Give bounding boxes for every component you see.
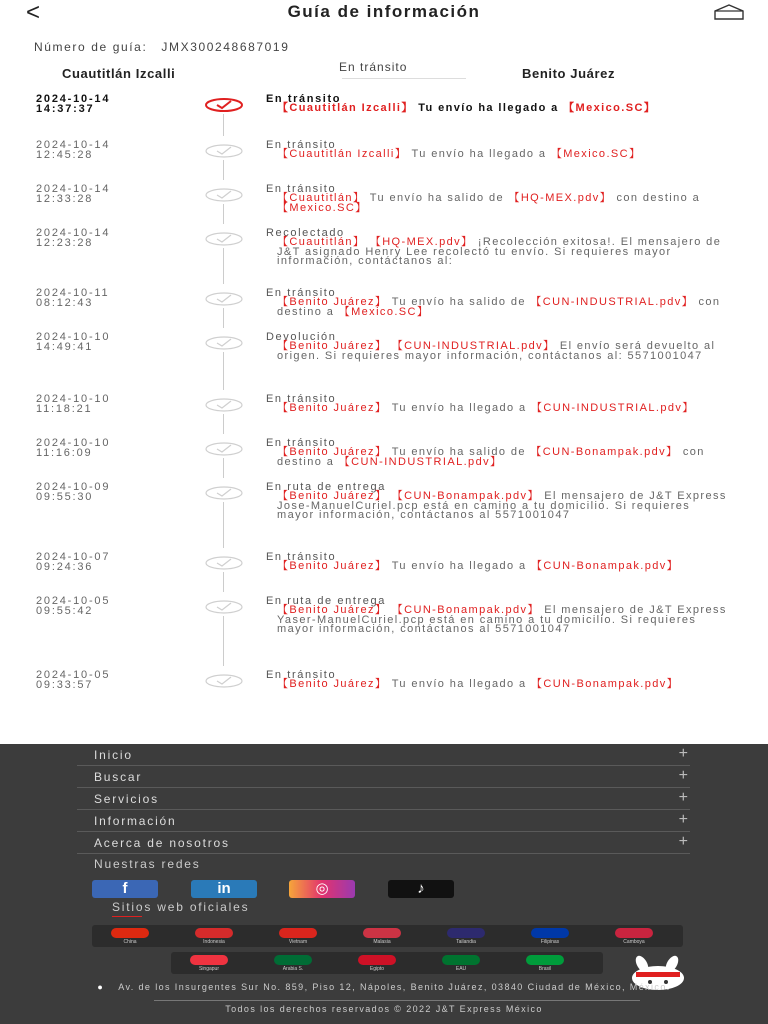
event-description — [277, 492, 729, 521]
event-text: Tu envío ha llegado a — [387, 402, 531, 414]
route-state-line — [342, 78, 466, 79]
flag-label: Camboya — [623, 939, 645, 945]
flag-link[interactable] — [261, 955, 325, 973]
event-date-day: 2024-10-14 — [36, 93, 111, 105]
footer-menu-label: Inicio — [94, 748, 133, 762]
timeline-connector — [223, 204, 224, 224]
event-location-tag: 【CUN-INDUSTRIAL.pdv】 — [530, 402, 695, 414]
event-date — [36, 140, 186, 160]
flag-label: Egipto — [369, 966, 385, 972]
tiktok-button[interactable] — [388, 880, 454, 898]
event-status: En ruta de entrega — [266, 595, 386, 607]
timeline-connector — [223, 458, 224, 478]
check-circle-icon — [205, 232, 243, 246]
flag-label: China — [123, 939, 137, 945]
flag-icon — [279, 928, 317, 938]
event-location-tag: 【Mexico.SC】 — [277, 201, 368, 214]
event-status: En ruta de entrega — [266, 481, 386, 493]
flag-link[interactable] — [177, 955, 241, 973]
check-circle-icon — [205, 486, 243, 500]
check-circle-icon — [205, 556, 243, 570]
facebook-button[interactable] — [92, 880, 158, 898]
footer-menu-label: Información — [94, 814, 177, 828]
event-location-tag: 【Mexico.SC】 — [563, 102, 657, 114]
home-icon[interactable] — [714, 4, 744, 20]
timeline-connector — [223, 248, 224, 284]
guide-number-value: JMX300248687019 — [161, 40, 290, 54]
event-status: En tránsito — [266, 93, 342, 105]
flag-label: Brasil — [538, 966, 552, 972]
event-date-time: 12:33:28 — [36, 193, 94, 205]
event-date — [36, 596, 186, 616]
instagram-icon: ◎ — [315, 880, 329, 897]
flags-row-1 — [92, 925, 683, 947]
plus-icon: + — [678, 811, 688, 828]
event-location-tag: 【Benito Juárez】 — [277, 446, 388, 458]
event-text: Tu envío ha salido de — [387, 446, 531, 458]
event-text: El mensajero de J&T Express Jose-ManuelCuriel.pcp está en camino a tu domicilio. Si requieres mayor información, contáctanos al 5571001047 — [277, 490, 727, 521]
event-location-tag: 【HQ-MEX.pdv】 — [508, 192, 613, 204]
event-date-time: 14:37:37 — [36, 103, 95, 115]
flag-link[interactable] — [602, 928, 666, 946]
check-circle-icon — [205, 674, 243, 688]
flag-link[interactable] — [182, 928, 246, 946]
event-location-tag: 【CUN-INDUSTRIAL.pdv】 — [391, 340, 556, 352]
event-date-time: 11:16:09 — [36, 447, 93, 459]
event-date-time: 12:45:28 — [36, 149, 94, 161]
social-title: Nuestras redes — [94, 857, 201, 871]
flag-link[interactable] — [518, 928, 582, 946]
flag-link[interactable] — [434, 928, 498, 946]
event-location-tag: 【CUN-Bonampak.pdv】 — [530, 560, 680, 572]
event-text: con destino a — [277, 446, 705, 468]
tracking-timeline — [0, 94, 768, 714]
event-date-day: 2024-10-07 — [36, 551, 111, 563]
flag-link[interactable] — [429, 955, 493, 973]
flag-link[interactable] — [513, 955, 577, 973]
event-date — [36, 228, 186, 248]
event-date-time: 12:23:28 — [36, 237, 94, 249]
location-pin-icon: ● — [97, 982, 105, 992]
check-circle-icon — [205, 398, 243, 412]
flag-icon — [615, 928, 653, 938]
event-date-day: 2024-10-11 — [36, 287, 110, 299]
event-status: En tránsito — [266, 287, 337, 299]
event-date-time: 08:12:43 — [36, 297, 94, 309]
timeline-connector — [223, 616, 224, 666]
event-location-tag: 【Cuautitlán】 — [277, 192, 366, 204]
footer — [0, 744, 768, 1024]
event-date-time: 09:55:42 — [36, 605, 94, 617]
event-date-day: 2024-10-10 — [36, 331, 111, 343]
event-date — [36, 288, 186, 308]
event-location-tag: 【Cuautitlán Izcalli】 — [277, 148, 408, 160]
event-status: En tránsito — [266, 183, 337, 195]
event-location-tag: 【Benito Juárez】 — [277, 678, 388, 690]
tiktok-icon: ♪ — [417, 880, 425, 897]
guide-label: Número de guía: — [34, 40, 148, 54]
check-circle-icon — [205, 188, 243, 202]
flag-icon — [442, 955, 480, 965]
event-date-day: 2024-10-10 — [36, 437, 111, 449]
destination-city: Benito Juárez — [522, 66, 616, 81]
check-circle-icon — [205, 442, 243, 456]
timeline-connector — [223, 572, 224, 592]
event-date — [36, 438, 186, 458]
flag-label: EAU — [455, 966, 467, 972]
event-description — [277, 194, 729, 213]
guide-number — [34, 40, 289, 54]
flag-icon — [363, 928, 401, 938]
check-circle-icon — [205, 98, 243, 112]
event-description — [277, 404, 729, 414]
flags-row-2 — [171, 952, 603, 974]
page-title: Guía de información — [287, 2, 481, 21]
event-location-tag: 【Benito Juárez】 — [277, 340, 388, 352]
event-status: En tránsito — [266, 437, 337, 449]
flag-icon — [358, 955, 396, 965]
flag-icon — [531, 928, 569, 938]
event-text: con destino a — [277, 296, 721, 318]
instagram-button[interactable] — [289, 880, 355, 898]
event-date-day: 2024-10-05 — [36, 595, 111, 607]
event-date-time: 09:55:30 — [36, 491, 94, 503]
flag-icon — [447, 928, 485, 938]
check-circle-icon — [205, 144, 243, 158]
flag-label: Indonesia — [203, 939, 225, 945]
event-description — [277, 680, 729, 690]
address — [0, 982, 768, 993]
timeline-connector — [223, 502, 224, 548]
footer-menu-acerca[interactable] — [77, 832, 690, 854]
event-description — [277, 298, 729, 317]
copyright: Todos los derechos reservados © 2022 J&T Express México — [225, 1004, 543, 1014]
event-location-tag: 【Benito Juárez】 — [277, 490, 388, 502]
event-location-tag: 【Benito Juárez】 — [277, 402, 388, 414]
flag-label: Singapur — [198, 966, 219, 972]
event-text: Tu envío ha llegado a — [387, 678, 531, 690]
plus-icon: + — [678, 767, 688, 784]
sites-underline — [112, 916, 142, 917]
event-location-tag: 【Cuautitlán Izcalli】 — [277, 102, 414, 114]
flag-icon — [190, 955, 228, 965]
linkedin-icon: in — [217, 880, 231, 897]
footer-menu-label: Acerca de nosotros — [94, 836, 230, 850]
event-description — [277, 606, 729, 635]
event-date-day: 2024-10-09 — [36, 481, 111, 493]
event-date — [36, 184, 186, 204]
timeline-connector — [223, 352, 224, 390]
flag-label: Tailandia — [456, 939, 476, 945]
event-location-tag: 【Mexico.SC】 — [338, 305, 430, 318]
event-location-tag: 【Mexico.SC】 — [550, 148, 642, 160]
check-circle-icon — [205, 600, 243, 614]
event-text: ¡Recolección exitosa!. El mensajero de J&T asignado Henry Lee recolectó tu envío. Si requieres mayor información, contáctanos al: — [277, 236, 722, 267]
event-date — [36, 552, 186, 572]
footer-menu-label: Buscar — [94, 770, 143, 784]
flag-link[interactable] — [345, 955, 409, 973]
flag-link[interactable] — [98, 928, 162, 946]
event-location-tag: 【CUN-Bonampak.pdv】 — [530, 446, 679, 458]
sites-title: Sitios web oficiales — [112, 900, 250, 914]
event-date-time: 14:49:41 — [36, 341, 94, 353]
event-description — [277, 448, 729, 467]
timeline-connector — [223, 114, 224, 136]
flag-icon — [526, 955, 564, 965]
facebook-icon: f — [122, 880, 128, 897]
check-circle-icon — [205, 336, 243, 350]
event-description — [277, 238, 729, 267]
plus-icon: + — [678, 789, 688, 806]
timeline-connector — [223, 308, 224, 328]
flag-label: Malasia — [373, 939, 391, 945]
event-date-day: 2024-10-05 — [36, 669, 111, 681]
event-status: En tránsito — [266, 139, 337, 151]
event-location-tag: 【CUN-INDUSTRIAL.pdv】 — [338, 455, 503, 468]
footer-menu-servicios[interactable] — [77, 788, 690, 810]
event-text: Tu envío ha salido de — [387, 296, 531, 308]
event-location-tag: 【CUN-Bonampak.pdv】 — [391, 604, 540, 616]
event-description — [277, 342, 729, 361]
timeline-connector — [223, 160, 224, 180]
back-button[interactable]: < — [26, 0, 41, 26]
flag-icon — [111, 928, 149, 938]
event-date-time: 09:24:36 — [36, 561, 94, 573]
event-text: El mensajero de J&T Express Yaser-ManuelCuriel.pcp está en camino a tu domicilio. Si requieres mayor información, contáctanos al 5571001047 — [277, 604, 727, 635]
event-description — [277, 150, 729, 160]
event-date — [36, 394, 186, 414]
event-location-tag: 【CUN-Bonampak.pdv】 — [530, 678, 680, 690]
event-text: Tu envío ha llegado a — [407, 148, 551, 160]
event-text: Tu envío ha llegado a — [387, 560, 531, 572]
linkedin-button[interactable] — [191, 880, 257, 898]
event-date-day: 2024-10-14 — [36, 139, 111, 151]
timeline-connector — [223, 414, 224, 434]
event-date-day: 2024-10-14 — [36, 183, 111, 195]
event-date-day: 2024-10-10 — [36, 393, 111, 405]
flag-link[interactable] — [266, 928, 330, 946]
event-status: En tránsito — [266, 551, 337, 563]
flag-icon — [195, 928, 233, 938]
route-state: En tránsito — [339, 60, 408, 74]
check-circle-icon — [205, 292, 243, 306]
top-bar — [0, 0, 768, 30]
event-date — [36, 482, 186, 502]
event-location-tag: 【Benito Juárez】 — [277, 296, 388, 308]
event-status: En tránsito — [266, 393, 337, 405]
event-status: Devolución — [266, 331, 337, 343]
event-location-tag: 【CUN-Bonampak.pdv】 — [391, 490, 540, 502]
footer-menu-label: Servicios — [94, 792, 159, 806]
route-summary — [0, 60, 768, 84]
event-date — [36, 94, 186, 114]
event-location-tag: 【Benito Juárez】 — [277, 604, 388, 616]
event-location-tag: 【HQ-MEX.pdv】 — [369, 236, 474, 248]
event-date — [36, 670, 186, 690]
address-text: Av. de los Insurgentes Sur No. 859, Piso 12, Nápoles, Benito Juárez, 03840 Ciudad de México, México. — [118, 982, 671, 992]
flag-label: Arabia S. — [282, 966, 304, 972]
event-date — [36, 332, 186, 352]
plus-icon: + — [678, 745, 688, 762]
event-description — [277, 562, 729, 572]
copyright-divider — [154, 1000, 640, 1001]
plus-icon: + — [678, 833, 688, 850]
footer-menu-buscar[interactable] — [77, 766, 690, 788]
footer-menu-informacion[interactable] — [77, 810, 690, 832]
flag-label: Vietnam — [288, 939, 308, 945]
event-text: con destino a — [612, 192, 701, 204]
event-location-tag: 【CUN-INDUSTRIAL.pdv】 — [530, 296, 695, 308]
event-text: Tu envío ha salido de — [365, 192, 509, 204]
event-text: El envío será devuelto al origen. Si requieres mayor información, contáctanos al: 5571001047 — [277, 340, 716, 362]
event-text: Tu envío ha llegado a — [413, 102, 564, 114]
event-description — [277, 104, 729, 114]
event-location-tag: 【Benito Juárez】 — [277, 560, 388, 572]
flag-label: Filipinas — [540, 939, 560, 945]
event-date-time: 09:33:57 — [36, 679, 94, 691]
event-date-time: 11:18:21 — [36, 403, 93, 415]
event-status: En tránsito — [266, 669, 337, 681]
flag-icon — [274, 955, 312, 965]
flag-link[interactable] — [350, 928, 414, 946]
event-status: Recolectado — [266, 227, 345, 239]
event-date-day: 2024-10-14 — [36, 227, 111, 239]
origin-city: Cuautitlán Izcalli — [62, 66, 176, 81]
event-location-tag: 【Cuautitlán】 — [277, 236, 366, 248]
footer-menu-inicio[interactable] — [77, 744, 690, 766]
